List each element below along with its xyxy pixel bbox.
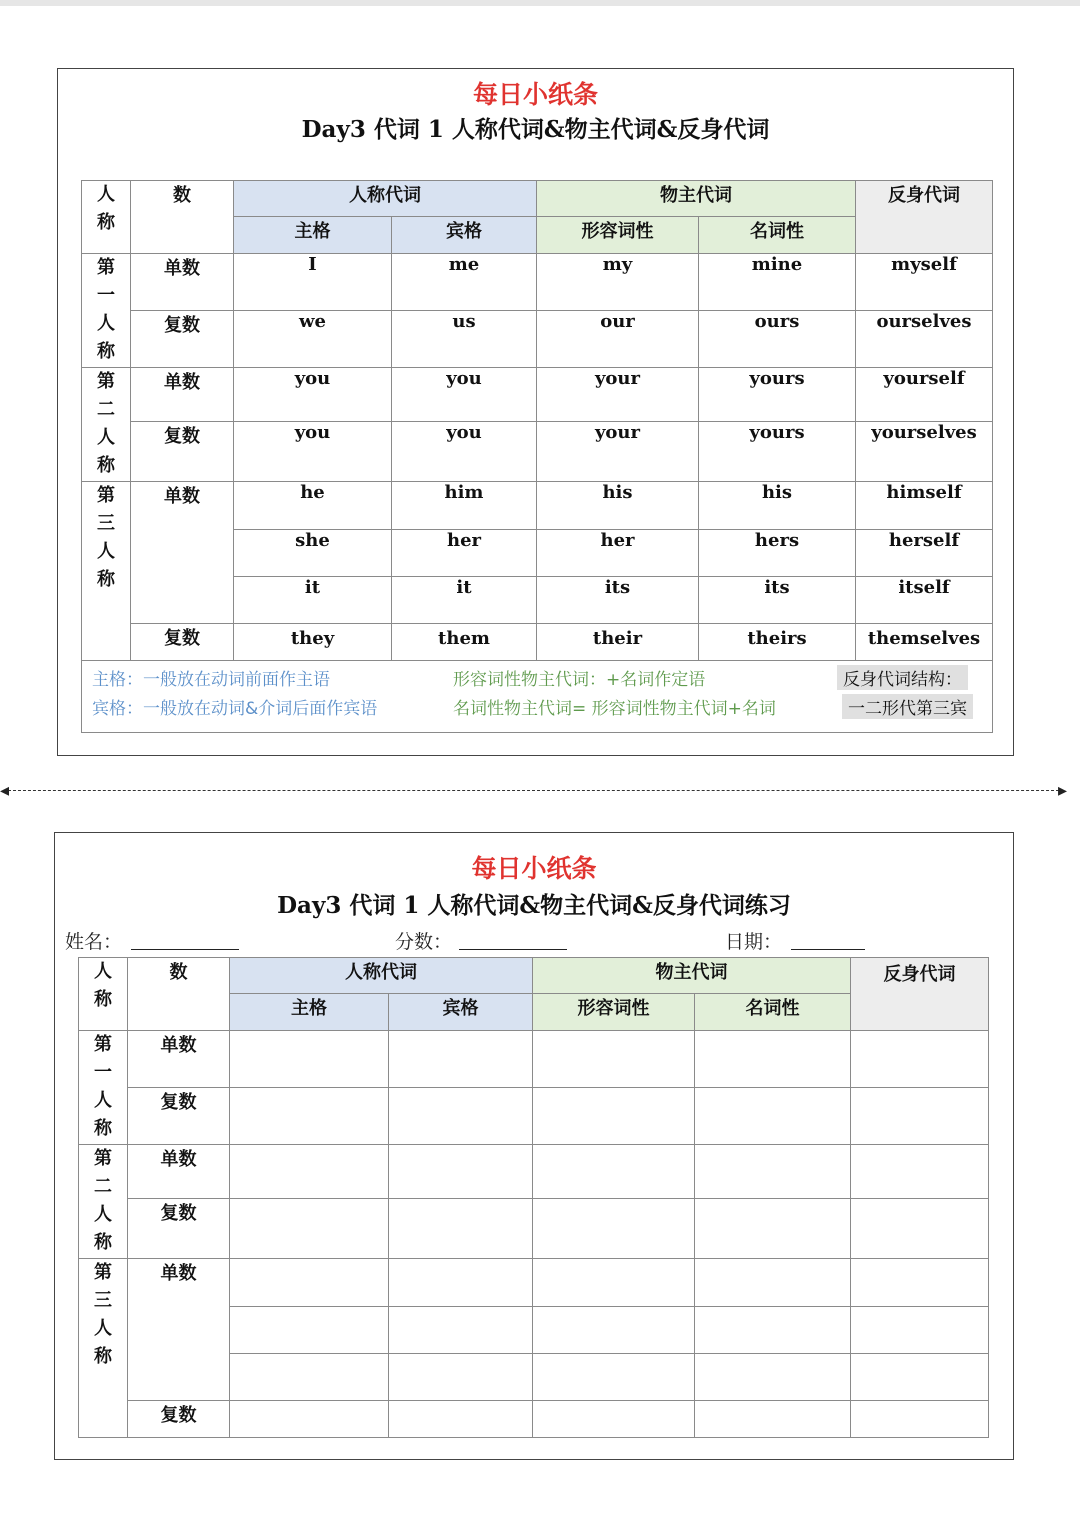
sheet-subtitle: Day3 代词 1 人称代词&物主代词&反身代词 — [301, 116, 770, 143]
blank-cell[interactable] — [389, 1199, 533, 1259]
sheet-title: 每日小纸条 — [472, 80, 598, 109]
object-cell: you — [392, 368, 537, 422]
nominal-cell: ours — [699, 311, 856, 368]
subject-header: 主格 — [230, 994, 389, 1031]
nominal-cell: his — [699, 482, 856, 530]
nominal-cell: theirs — [699, 624, 856, 661]
personal-pronoun-header: 人称代词 — [230, 958, 533, 994]
possessive-pronoun-header: 物主代词 — [533, 958, 851, 994]
object-cell: him — [392, 482, 537, 530]
object-header: 宾格 — [392, 217, 537, 254]
blank-cell[interactable] — [230, 1031, 389, 1088]
blank-cell[interactable] — [533, 1354, 695, 1401]
subject-cell: we — [234, 311, 392, 368]
reflexive-structure-rule: 一二形代第三宾 — [842, 694, 973, 719]
reflexive-cell: yourselves — [856, 422, 993, 482]
singular-label: 单数 — [128, 1145, 230, 1199]
nominal-header: 名词性 — [695, 994, 851, 1031]
reflexive-structure-title: 反身代词结构： — [837, 665, 968, 690]
nominal-possessive-note: 名词性物主代词= 形容词性物主代词+名词 — [453, 699, 776, 719]
plural-label: 复数 — [131, 311, 234, 368]
plural-label: 复数 — [128, 1199, 230, 1259]
blank-cell[interactable] — [389, 1145, 533, 1199]
blank-cell[interactable] — [851, 1354, 989, 1401]
blank-cell[interactable] — [851, 1031, 989, 1088]
singular-label: 单数 — [128, 1259, 230, 1401]
blank-cell[interactable] — [695, 1145, 851, 1199]
plural-label: 复数 — [128, 1088, 230, 1145]
adjective-cell: your — [537, 368, 699, 422]
subject-header: 主格 — [234, 217, 392, 254]
plural-label: 复数 — [131, 624, 234, 661]
blank-cell[interactable] — [389, 1307, 533, 1354]
plural-label: 复数 — [131, 422, 234, 482]
subject-cell: she — [234, 530, 392, 577]
blank-cell[interactable] — [533, 1307, 695, 1354]
first-person-label: 第 一 人 称 — [79, 1031, 128, 1145]
score-label: 分数： — [395, 931, 453, 953]
reflexive-cell: yourself — [856, 368, 993, 422]
sheet-title: 每日小纸条 — [471, 854, 597, 883]
second-person-label: 第 二 人 称 — [82, 368, 131, 482]
blank-cell[interactable] — [533, 1199, 695, 1259]
blank-cell[interactable] — [695, 1031, 851, 1088]
table-row — [79, 1199, 989, 1259]
adjective-header: 形容词性 — [533, 994, 695, 1031]
practice-sheet — [54, 832, 1014, 1460]
table-row — [79, 1031, 989, 1088]
blank-cell[interactable] — [695, 1354, 851, 1401]
subject-cell: I — [234, 254, 392, 311]
personal-pronoun-header: 人称代词 — [234, 181, 537, 217]
adjective-cell: its — [537, 577, 699, 624]
subject-cell: it — [234, 577, 392, 624]
object-cell: us — [392, 311, 537, 368]
object-note: 宾格：一般放在动词&介词后面作宾语 — [92, 699, 378, 719]
table-row — [79, 1401, 989, 1438]
score-field[interactable] — [459, 949, 567, 950]
number-header: 数 — [131, 181, 234, 254]
blank-cell[interactable] — [230, 1307, 389, 1354]
date-field[interactable] — [791, 949, 865, 950]
blank-cell[interactable] — [230, 1401, 389, 1438]
blank-cell[interactable] — [533, 1259, 695, 1307]
third-person-label: 第 三 人 称 — [82, 482, 131, 661]
top-edge — [0, 0, 1080, 6]
blank-cell[interactable] — [533, 1145, 695, 1199]
number-header: 数 — [128, 958, 230, 1031]
object-header: 宾格 — [389, 994, 533, 1031]
blank-cell[interactable] — [695, 1259, 851, 1307]
adjective-cell: my — [537, 254, 699, 311]
second-person-label: 第 二 人 称 — [79, 1145, 128, 1259]
blank-cell[interactable] — [851, 1145, 989, 1199]
reflexive-cell: ourselves — [856, 311, 993, 368]
blank-cell[interactable] — [389, 1088, 533, 1145]
blank-cell[interactable] — [230, 1259, 389, 1307]
reflexive-cell: themselves — [856, 624, 993, 661]
blank-cell[interactable] — [389, 1354, 533, 1401]
object-cell: them — [392, 624, 537, 661]
first-person-label: 第 一 人 称 — [82, 254, 131, 368]
reflexive-cell: himself — [856, 482, 993, 530]
reflexive-cell: myself — [856, 254, 993, 311]
blank-cell[interactable] — [533, 1031, 695, 1088]
adjective-possessive-note: 形容词性物主代词：+名词作定语 — [453, 670, 706, 690]
blank-cell[interactable] — [695, 1088, 851, 1145]
table-row — [82, 311, 993, 368]
blank-cell[interactable] — [230, 1354, 389, 1401]
adjective-cell: your — [537, 422, 699, 482]
table-row — [79, 1259, 989, 1307]
blank-cell[interactable] — [389, 1401, 533, 1438]
possessive-pronoun-header: 物主代词 — [537, 181, 856, 217]
object-cell: me — [392, 254, 537, 311]
blank-cell[interactable] — [851, 1088, 989, 1145]
table-row — [82, 368, 993, 422]
blank-cell[interactable] — [230, 1088, 389, 1145]
table-row — [82, 422, 993, 482]
name-label: 姓名： — [65, 931, 123, 953]
blank-cell[interactable] — [389, 1259, 533, 1307]
adjective-cell: his — [537, 482, 699, 530]
reference-sheet — [57, 68, 1014, 756]
subject-cell: they — [234, 624, 392, 661]
person-header: 人 称 — [79, 958, 128, 1031]
blank-cell[interactable] — [230, 1145, 389, 1199]
singular-label: 单数 — [131, 368, 234, 422]
reflexive-cell: itself — [856, 577, 993, 624]
blank-cell[interactable] — [230, 1199, 389, 1259]
singular-label: 单数 — [128, 1031, 230, 1088]
table-row — [82, 624, 993, 661]
third-person-label: 第 三 人 称 — [79, 1259, 128, 1438]
table-row — [79, 1145, 989, 1199]
object-cell: her — [392, 530, 537, 577]
subject-cell: you — [234, 422, 392, 482]
adjective-cell: their — [537, 624, 699, 661]
nominal-cell: yours — [699, 368, 856, 422]
nominal-cell: hers — [699, 530, 856, 577]
arrow-right-icon: ▸ — [1058, 780, 1068, 801]
dashed-divider — [8, 790, 1064, 791]
object-cell: it — [392, 577, 537, 624]
reflexive-pronoun-header: 反身代词 — [856, 181, 993, 254]
blank-cell[interactable] — [533, 1401, 695, 1438]
adjective-cell: her — [537, 530, 699, 577]
blank-cell[interactable] — [533, 1088, 695, 1145]
subject-cell: he — [234, 482, 392, 530]
arrow-left-icon: ◂ — [0, 780, 10, 801]
singular-label: 单数 — [131, 254, 234, 311]
nominal-cell: its — [699, 577, 856, 624]
date-label: 日期： — [725, 931, 783, 953]
subject-note: 主格：一般放在动词前面作主语 — [92, 670, 330, 690]
pronoun-table — [81, 180, 993, 733]
name-field[interactable] — [131, 949, 239, 950]
practice-table — [78, 957, 989, 1438]
adjective-cell: our — [537, 311, 699, 368]
blank-cell[interactable] — [695, 1401, 851, 1438]
nominal-cell: mine — [699, 254, 856, 311]
table-row — [82, 254, 993, 311]
blank-cell[interactable] — [851, 1199, 989, 1259]
person-header: 人 称 — [82, 181, 131, 254]
subject-cell: you — [234, 368, 392, 422]
reflexive-cell: herself — [856, 530, 993, 577]
blank-cell[interactable] — [851, 1401, 989, 1438]
table-row — [79, 1088, 989, 1145]
nominal-cell: yours — [699, 422, 856, 482]
object-cell: you — [392, 422, 537, 482]
blank-cell[interactable] — [851, 1259, 989, 1307]
singular-label: 单数 — [131, 482, 234, 624]
blank-cell[interactable] — [695, 1307, 851, 1354]
blank-cell[interactable] — [389, 1031, 533, 1088]
adjective-header: 形容词性 — [537, 217, 699, 254]
nominal-header: 名词性 — [699, 217, 856, 254]
blank-cell[interactable] — [851, 1307, 989, 1354]
plural-label: 复数 — [128, 1401, 230, 1438]
blank-cell[interactable] — [695, 1199, 851, 1259]
reflexive-pronoun-header: 反身代词 — [851, 958, 989, 1031]
sheet-subtitle: Day3 代词 1 人称代词&物主代词&反身代词练习 — [277, 892, 791, 919]
table-row — [82, 482, 993, 530]
